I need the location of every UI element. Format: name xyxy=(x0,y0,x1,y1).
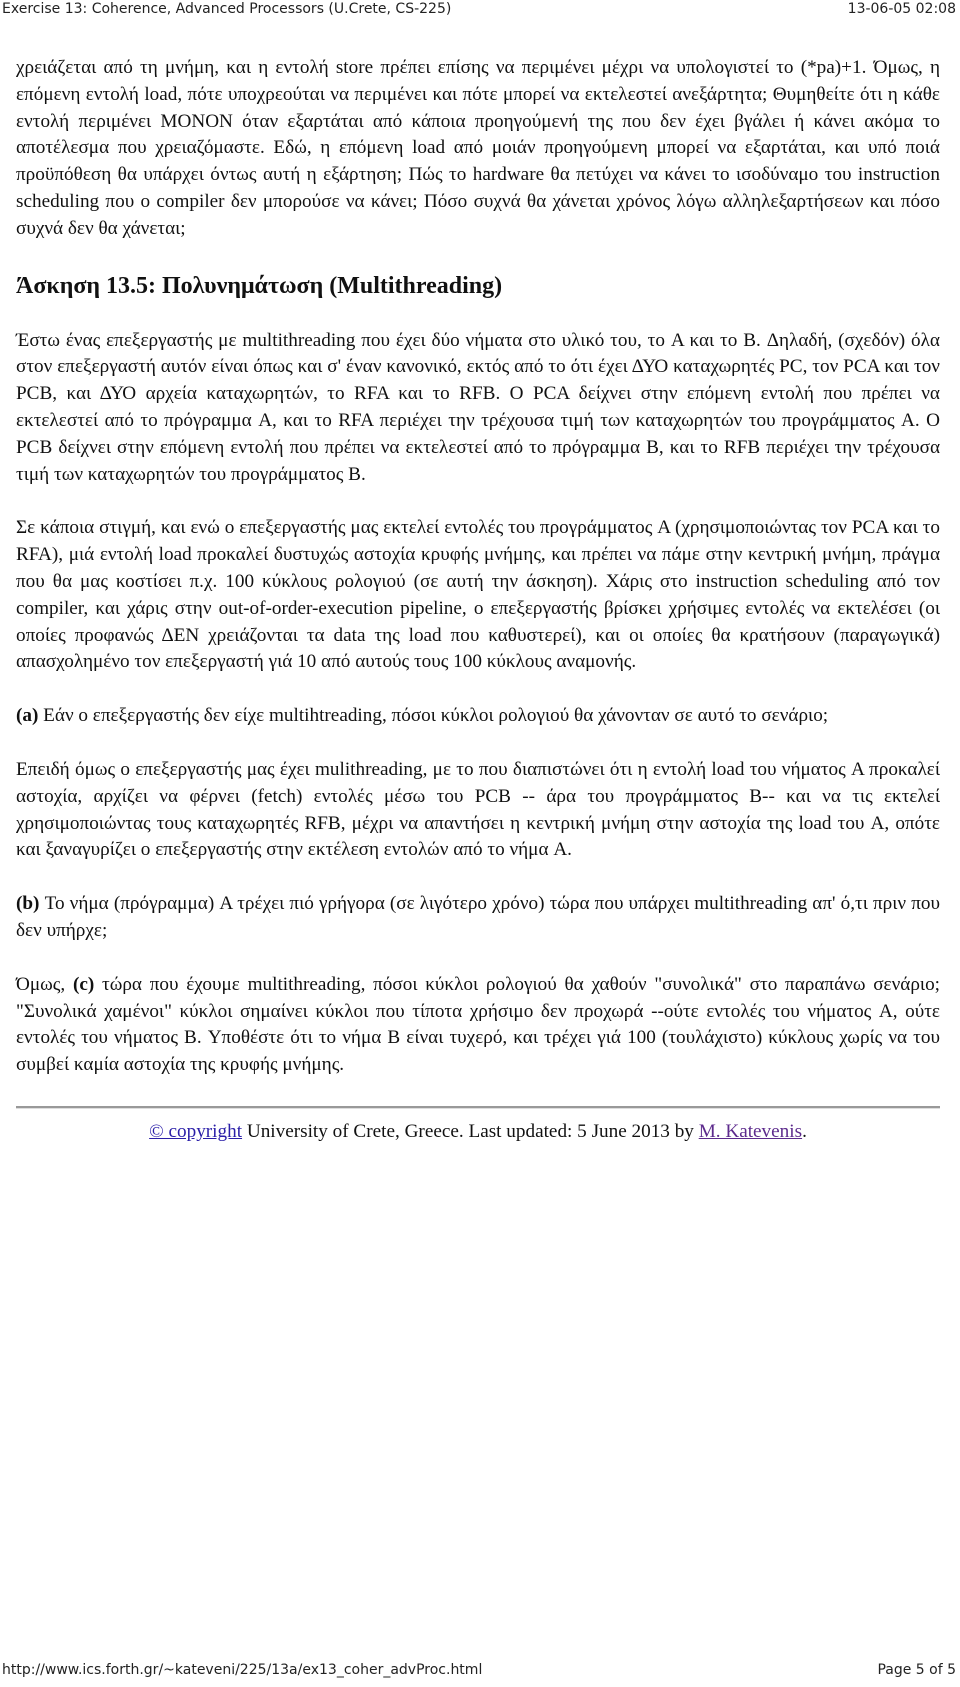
paragraph-multithreading: Επειδή όμως ο επεξεργαστής μας έχει mulithreading, με το που διαπιστώνει ότι η εντολή load του νήματος A προκαλεί αστοχία, αρχίζει να φέρνει (fetch) εντολές μέσω του PCB -- άρα του προγράμματος B-- και να τις εκτελεί χρησιμοποιώντας τους καταχωρητές RFB, μέχρι να απαντήσει η κεντρική μνήμη στην αστοχία της load του A, οπότε και ξαναγυρίζει ο επεξεργαστής στην εκτέλεση εντολών από το νήμα A. xyxy=(16,758,940,861)
exercise-heading xyxy=(16,270,940,302)
footer-divider xyxy=(16,1106,940,1109)
print-header-datetime: 13-06-05 02:08 xyxy=(847,1,956,17)
footer-text: University of Crete, Greece. Last updated: 5 June 2013 by xyxy=(242,1120,699,1142)
print-footer xyxy=(0,1660,960,1684)
question-b xyxy=(16,891,940,945)
question-b-label: (b) xyxy=(16,893,40,915)
exercise-heading-greek: Άσκηση 13.5: Πολυνημάτωση xyxy=(16,272,324,299)
question-a-text: Εάν ο επεξεργαστής δεν είχε multihtreading, πόσοι κύκλοι ρολογιού θα χάνονταν σε αυτό το σενάριο; xyxy=(38,705,829,727)
question-c-prefix: Όμως, xyxy=(16,973,73,995)
question-a-label: (a) xyxy=(16,705,39,727)
footer-end: . xyxy=(802,1120,807,1142)
question-c-label: (c) xyxy=(72,973,95,995)
exercise-heading-english: (Multithreading) xyxy=(329,272,503,299)
print-footer-url: http://www.ics.forth.gr/~kateveni/225/13a/ex13_coher_advProc.html xyxy=(2,1662,483,1678)
copyright-link[interactable]: © copyright xyxy=(149,1120,243,1142)
document-body xyxy=(16,55,940,1145)
paragraph-intro: Έστω ένας επεξεργαστής με multithreading που έχει δύο νήματα στο υλικό του, το A και το B. Δηλαδή, (σχεδόν) όλα στον επεξεργαστή αυτόν είναι όπως και σ' έναν κανονικό, εκτός από το ότι έχει ΔΥΟ καταχωρητές PC, τον PCA και τον PCB, και ΔΥΟ αρχεία καταχωρητών, το RFA και το RFB. Ο PCA δείχνει στην επόμενη εντολή που πρέπει να εκτελεστεί από το πρόγραμμα A, και το RFA περιέχει την τρέχουσα τιμή των καταχωρητών του προγράμματος A. Ο PCB δείχνει στην επόμενη εντολή που πρέπει να εκτελεστεί από το πρόγραμμα B, και το RFB περιέχει την τρέχουσα τιμή των καταχωρητών του προγράμματος B. xyxy=(16,329,940,485)
question-b-text: Το νήμα (πρόγραμμα) A τρέχει πιό γρήγορα (σε λιγότερο χρόνο) τώρα που υπάρχει multithreading απ' ό,τι πριν που δεν υπήρχε; xyxy=(16,893,940,941)
question-c xyxy=(16,972,940,1079)
print-footer-page: Page 5 of 5 xyxy=(877,1662,956,1678)
author-link[interactable]: M. Katevenis xyxy=(698,1120,803,1142)
paragraph-continued: χρειάζεται από τη μνήμη, και η εντολή store πρέπει επίσης να περιμένει μέχρι να υπολογιστεί το (*pa)+1. Όμως, η επόμενη εντολή load, πότε υποχρεούται να περιμένει και πότε μπορεί να εκτελεστεί ανεξάρτητα; Θυμηθείτε ότι η κάθε εντολή περιμένει ΜΟΝΟΝ όταν εξαρτάται από κάποια προηγούμενή της που δεν έχει βγάλει ή κάνει ακόμα το αποτέλεσμα που χρειαζόμαστε. Εδώ, η επόμενη load από μοιάν προηγούμενη μπορεί να εξαρτάται, και υπό ποιά προϋπόθεση θα υπάρχει όντως αυτή η εξάρτηση; Πώς το hardware θα πετύχει να κάνει το ισοδύναμο του instruction scheduling που ο compiler δεν μπορούσε να κάνει; Πόσο συχνά θα χάνεται χρόνος λόγω αλληλεξαρτήσεων και πόσο συχνά δεν θα χάνεται; xyxy=(16,57,940,239)
question-c-text: τώρα που έχουμε multithreading, πόσοι κύκλοι ρολογιού θα χαθούν "συνολικά" στο παραπάνω σενάριο; "Συνολικά χαμένοι" κύκλοι σημαίνει κύκλοι που τίποτα χρήσιμο δεν προχωρά --ούτε εντολές του νήματος A, ούτε εντολές του νήματος B. Υποθέστε ότι το νήμα B είναι τυχερό, και τρέχει γιά 100 (τουλάχιστο) κύκλους χωρίς να του συμβεί καμία αστοχία της κρυφής μνήμης. xyxy=(16,973,941,1076)
print-header xyxy=(0,0,960,24)
paragraph-scenario: Σε κάποια στιγμή, και ενώ ο επεξεργαστής μας εκτελεί εντολές του προγράμματος A (χρησιμοποιώντας τον PCA και το RFA), μιά εντολή load προκαλεί δυστυχώς αστοχία κρυφής μνήμης, και πρέπει να πάμε στην κεντρική μνήμη, πράγμα που θα μας κοστίσει π.χ. 100 κύκλους ρολογιού (σε αυτή την άσκηση). Χάρις στο instruction scheduling από τον compiler, και χάρις στην out-of-order-execution pipeline, ο επεξεργαστής βρίσκει χρήσιμες εντολές να εκτελέσει (οι οποίες προφανώς ΔΕΝ χρειάζονται τα data της load που καθυστερεί), και οι οποίες θα κρατήσουν (παραγωγικά) απασχολημένο τον επεξεργαστή γιά 10 από αυτούς τους 100 κύκλους αναμονής. xyxy=(16,517,940,673)
print-header-title: Exercise 13: Coherence, Advanced Processors (U.Crete, CS-225) xyxy=(2,1,452,17)
question-a xyxy=(16,703,940,730)
page-footer xyxy=(16,1119,940,1145)
